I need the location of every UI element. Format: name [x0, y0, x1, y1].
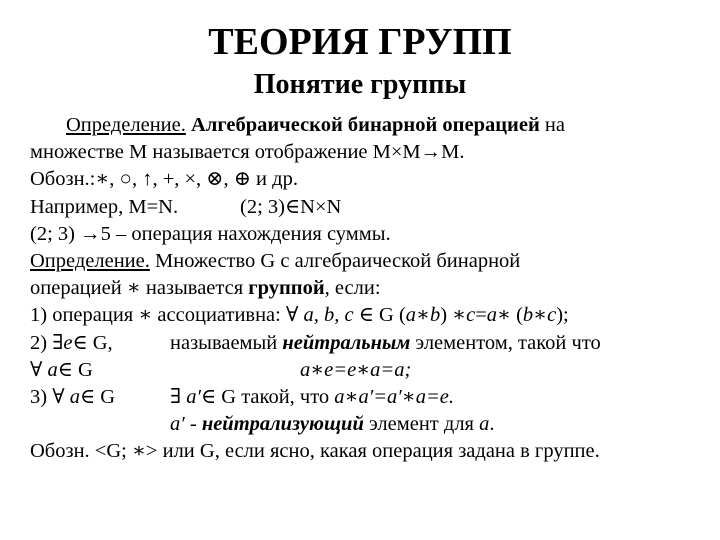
axiom-1-d: a∗b: [405, 304, 441, 327]
axiom-1-j: b∗c: [522, 304, 557, 327]
definition-2-text: Множество G с алгебраической бинарной: [149, 249, 521, 272]
definition-text: на: [539, 114, 565, 136]
axiom-3-k: элемент для: [363, 413, 480, 436]
axiom-2-line-1: [30, 330, 700, 357]
axiom-2-b: e: [63, 331, 73, 354]
axiom-2-f: элементом, такой что: [410, 331, 601, 354]
example-2-line: (2; 3) →5 – операция нахождения суммы.: [30, 222, 391, 245]
group-term: группой: [248, 277, 325, 300]
definition-2-label: Определение.: [30, 249, 150, 272]
axiom-2-c: ∈ G,: [72, 331, 113, 354]
axiom-1-a: 1) операция ∗ ассоциативна: ∀: [30, 304, 304, 327]
axiom-1-e: ) ∗: [440, 304, 467, 327]
axiom-3-a: 3) ∀: [30, 385, 70, 408]
axiom-2-j: a∗e=e∗a=a;: [300, 358, 412, 381]
axiom-3-c: ∈ G: [79, 385, 116, 408]
neutral-term: нейтральным: [282, 331, 411, 354]
axiom-3-i: -: [184, 413, 202, 436]
slide-title: ТЕОРИЯ ГРУПП: [208, 21, 512, 63]
slide-body: [30, 112, 700, 465]
axiom-2-g: ∀: [30, 358, 48, 381]
inverse-term: нейтрализующий: [201, 413, 364, 436]
example-line: [30, 194, 700, 221]
axiom-2-h: a: [47, 358, 58, 381]
axiom-3-h: a′: [170, 413, 185, 436]
axiom-3-b: a: [69, 385, 80, 408]
definition-2-line-2: [30, 275, 700, 302]
axiom-3-line-2: [30, 411, 700, 438]
axiom-3-line-1: [30, 384, 700, 411]
slide-subtitle: Понятие группы: [253, 69, 467, 100]
definition-label: Определение.: [66, 114, 186, 136]
axiom-2-head: [30, 330, 170, 357]
axiom-2-d: называемый: [170, 331, 283, 354]
axiom-1-f: c: [466, 304, 476, 327]
axiom-2-line-2: [30, 357, 700, 384]
axiom-3-m: .: [489, 413, 495, 436]
axiom-1-g: =: [475, 304, 487, 327]
axiom-3-g: a∗a′=a′∗a=e.: [334, 385, 455, 408]
axiom-1-c: ∈ G (: [353, 304, 406, 327]
definition-1-line-2: множестве M называется отображение M×M→M.: [30, 141, 465, 164]
example-left: Например, M=N.: [30, 195, 179, 218]
definition-term: Алгебраической бинарной операцией: [191, 114, 540, 136]
axiom-1-b: a, b, c: [303, 304, 354, 327]
axiom-2-i: ∈ G: [57, 358, 93, 381]
axiom-3-l: a: [479, 413, 490, 436]
definition-2-line-1: [30, 248, 700, 275]
axiom-3-d: ∃: [170, 385, 187, 408]
axiom-2-a: 2) ∃: [30, 331, 64, 354]
axiom-3-head: [30, 384, 170, 411]
definition-2-text-a: операцией ∗ называется: [30, 277, 249, 300]
axiom-3-e: a′: [186, 385, 201, 408]
axiom-1: [30, 302, 700, 329]
definition-1-line-1: [30, 112, 700, 139]
notation-line: Обозн.:∗, ○, ↑, +, ×, ⊗, ⊕ и др.: [30, 168, 298, 191]
example-right: (2; 3)∈N×N: [240, 195, 342, 218]
axiom-1-h: a: [486, 304, 498, 327]
axiom-1-i: ∗ (: [497, 304, 523, 327]
axiom-2-quant: [30, 357, 300, 384]
notation-2-line: Обозн. <G; ∗> или G, если ясно, какая операция задана в группе.: [30, 440, 600, 463]
axiom-3-f: ∈ G такой, что: [200, 385, 335, 408]
definition-2-text-c: , если:: [324, 277, 381, 300]
axiom-1-k: );: [556, 304, 569, 327]
